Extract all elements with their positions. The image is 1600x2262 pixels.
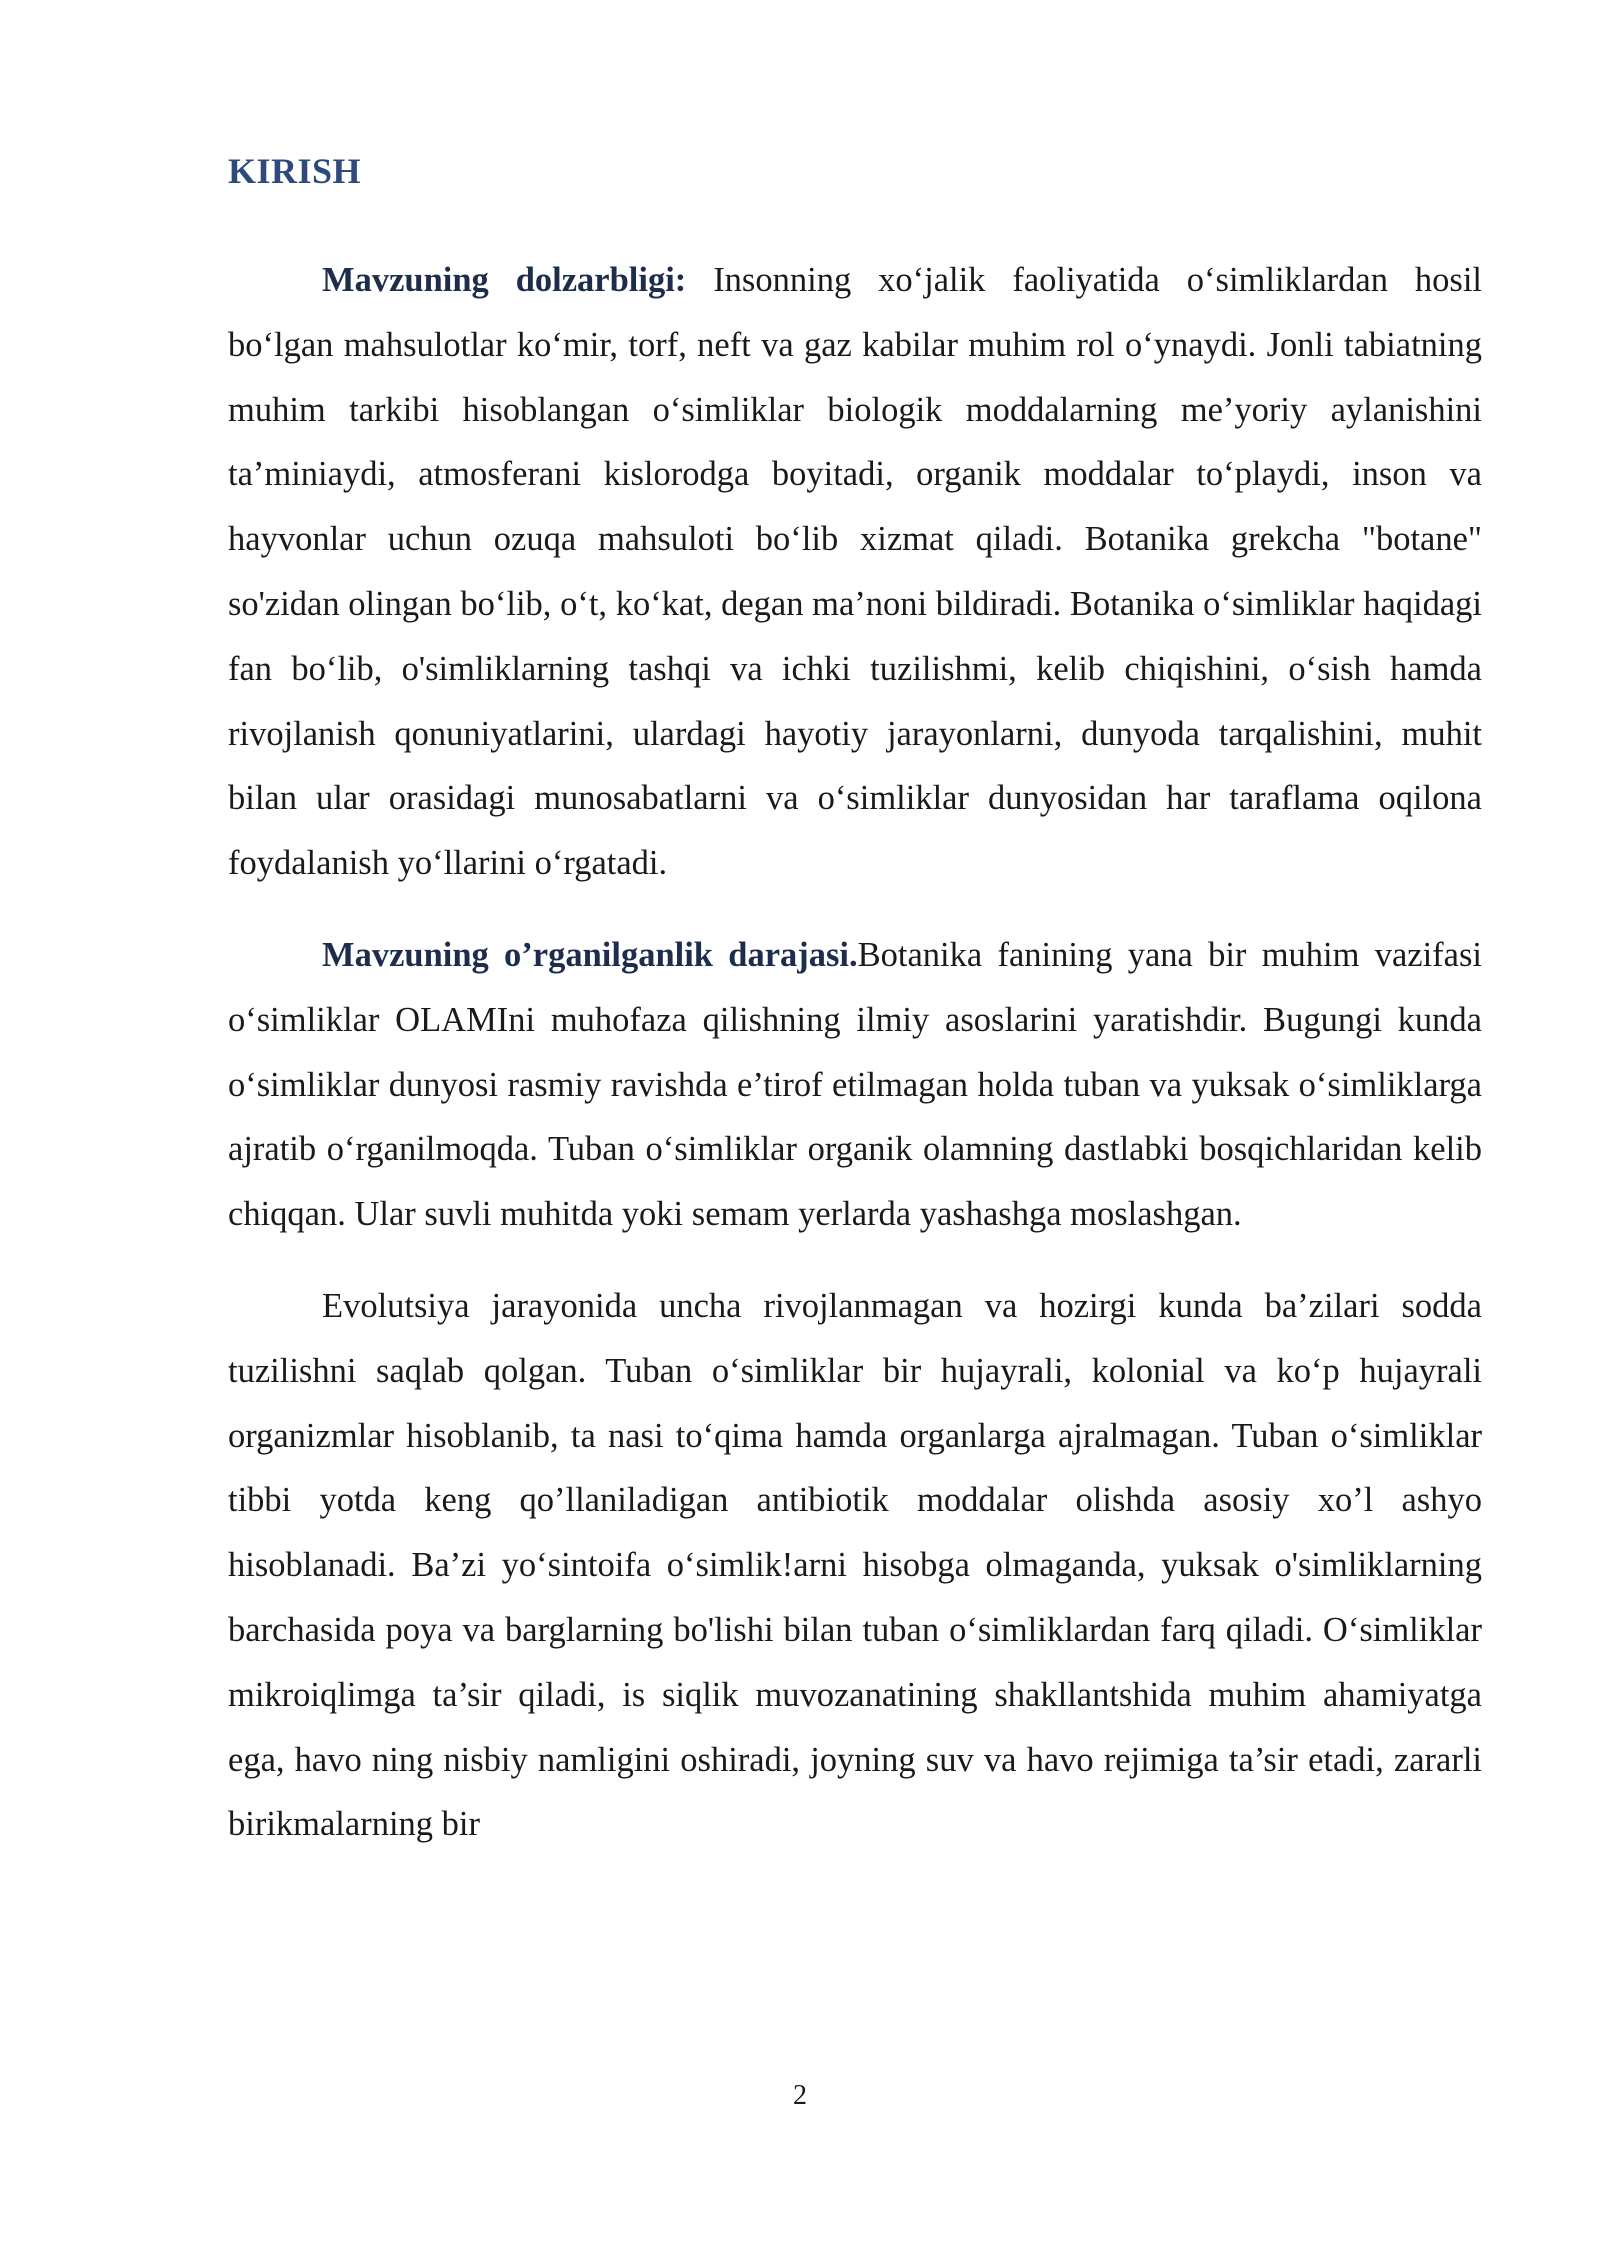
body-text	[228, 248, 1482, 1857]
page-number: 2	[793, 2080, 807, 2111]
paragraph-relevance	[228, 248, 1482, 896]
section-heading: KIRISH	[228, 151, 362, 191]
paragraph-lead: Mavzuning dolzarbligi:	[322, 261, 687, 299]
paragraph-text: Insonning xo‘jalik faoliyatida o‘simliklardan hosil bo‘lgan mahsulotlar ko‘mir, torf, neft va gaz kabilar muhim rol o‘ynaydi. Jonli tabiatning muhim tarkibi hisoblangan o‘simliklar biologik moddalarning me’yoriy aylanishini ta’miniaydi, atmosferani kislorodga boyitadi, organik moddalar to‘playdi, inson va hayvonlar uchun ozuqa mahsuloti bo‘lib xizmat qiladi. Botanika grekcha "botane" so'zidan olingan bo‘lib, o‘t, ko‘kat, degan ma’noni bildiradi. Botanika o‘simliklar haqidagi fan bo‘lib, o'simliklarning tashqi va ichki tuzilishmi, kelib chiqishini, o‘sish hamda rivojlanish qonuniyatlarini, ulardagi hayotiy jarayonlarni, dunyoda tarqalishini, muhit bilan ular orasidagi munosabatlarni va o‘simliklar dunyosidan har taraflama oqilona foydalanish yo‘llarini o‘rgatadi.	[228, 261, 1482, 883]
paragraph-lead: Mavzuning o’rganilganlik darajasi.	[322, 935, 858, 974]
paragraph-study-level	[228, 923, 1482, 1247]
paragraph-text: Evolutsiya jarayonida uncha rivojlanmagan va hozirgi kunda ba’zilari sodda tuzilishni saqlab qolgan. Tuban o‘simliklar bir hujayrali, kolonial va ko‘p hujayrali organizmlar hisoblanib, ta nasi to‘qima hamda organlarga ajralmagan. Tuban o‘simliklar tibbi yotda keng qo’llaniladigan antibiotik moddalar olishda asosiy xo’l ashyo hisoblanadi. Ba’zi yo‘sintoifa o‘simlik!arni hisobga olmaganda, yuksak o'simliklarning barchasida poya va barglarning bo'lishi bilan tuban o‘simliklardan farq qiladi. O‘simliklar mikroiqlimga ta’sir qiladi, is siqlik muvozanatining shakllantshida muhim ahamiyatga ega, havo ning nisbiy namligini oshiradi, joyning suv va havo rejimiga ta’sir etadi, zararli birikmalarning bir	[228, 1286, 1482, 1844]
paragraph-text: Botanika fanining yana bir muhim vazifasi o‘simliklar OLAMIni muhofaza qilishning ilmiy asoslarini yaratishdir. Bugungi kunda o‘simliklar dunyosi rasmiy ravishda e’tirof etilmagan holda tuban va yuksak o‘simliklarga ajratib o‘rganilmoqda. Tuban o‘simliklar organik olamning dastlabki bosqichlaridan kelib chiqqan. Ular suvli muhitda yoki semam yerlarda yashashga moslashgan.	[228, 935, 1482, 1234]
paragraph-evolution	[228, 1274, 1482, 1857]
